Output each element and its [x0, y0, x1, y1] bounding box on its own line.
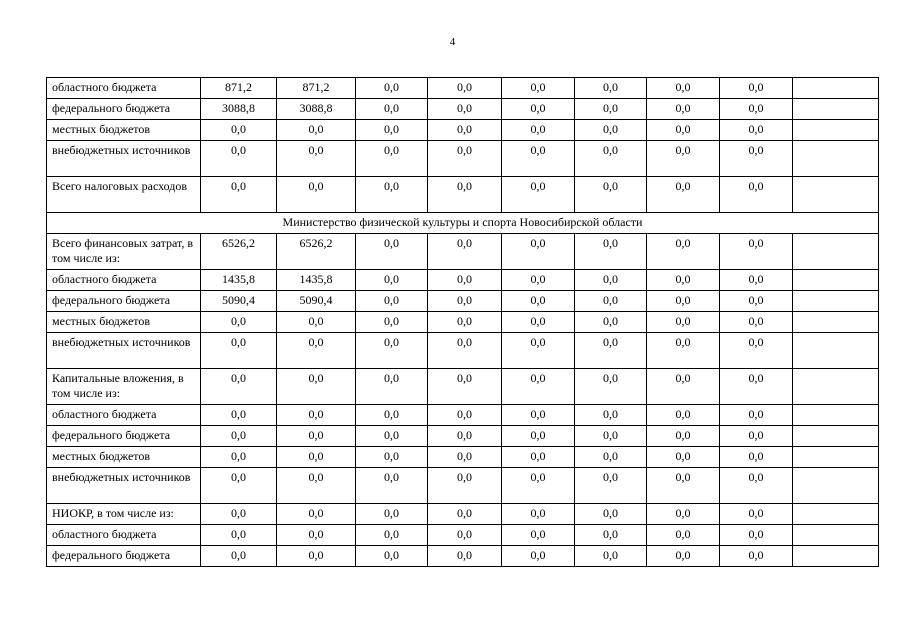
- value-cell: [793, 405, 879, 426]
- value-cell: [793, 234, 879, 270]
- value-cell: 0,0: [647, 468, 720, 504]
- value-cell: 0,0: [428, 546, 502, 567]
- row-label: областного бюджета: [47, 270, 201, 291]
- value-cell: 0,0: [428, 78, 502, 99]
- value-cell: [793, 369, 879, 405]
- value-cell: 0,0: [356, 546, 428, 567]
- value-cell: 0,0: [356, 270, 428, 291]
- value-cell: 0,0: [502, 405, 575, 426]
- value-cell: 0,0: [428, 468, 502, 504]
- value-cell: [793, 177, 879, 213]
- value-cell: [793, 270, 879, 291]
- row-label: Капитальные вложения, в том числе из:: [47, 369, 201, 405]
- value-cell: [793, 426, 879, 447]
- value-cell: 0,0: [428, 177, 502, 213]
- value-cell: 0,0: [277, 177, 356, 213]
- value-cell: 1435,8: [201, 270, 277, 291]
- value-cell: 0,0: [356, 333, 428, 369]
- row-label: Всего налоговых расходов: [47, 177, 201, 213]
- budget-table: [46, 77, 879, 567]
- value-cell: 0,0: [277, 405, 356, 426]
- value-cell: [793, 99, 879, 120]
- table-row: [47, 333, 879, 369]
- value-cell: 0,0: [647, 405, 720, 426]
- value-cell: 0,0: [647, 546, 720, 567]
- value-cell: 0,0: [575, 177, 647, 213]
- row-label: областного бюджета: [47, 405, 201, 426]
- value-cell: 0,0: [356, 291, 428, 312]
- table-row: [47, 546, 879, 567]
- value-cell: [793, 504, 879, 525]
- value-cell: 0,0: [720, 312, 793, 333]
- value-cell: 5090,4: [201, 291, 277, 312]
- value-cell: 0,0: [720, 141, 793, 177]
- table-row: [47, 234, 879, 270]
- value-cell: 0,0: [428, 120, 502, 141]
- value-cell: 0,0: [502, 468, 575, 504]
- row-label: областного бюджета: [47, 78, 201, 99]
- value-cell: 0,0: [720, 369, 793, 405]
- row-label: федерального бюджета: [47, 99, 201, 120]
- table-row: [47, 99, 879, 120]
- value-cell: 0,0: [356, 78, 428, 99]
- value-cell: 0,0: [428, 270, 502, 291]
- value-cell: 0,0: [356, 312, 428, 333]
- row-label: Всего финансовых затрат, в том числе из:: [47, 234, 201, 270]
- row-label: федерального бюджета: [47, 546, 201, 567]
- value-cell: 0,0: [502, 270, 575, 291]
- value-cell: 0,0: [575, 525, 647, 546]
- value-cell: 0,0: [647, 504, 720, 525]
- value-cell: 0,0: [356, 405, 428, 426]
- value-cell: 1435,8: [277, 270, 356, 291]
- table-row: [47, 120, 879, 141]
- value-cell: 0,0: [201, 369, 277, 405]
- value-cell: 0,0: [575, 426, 647, 447]
- value-cell: 0,0: [428, 99, 502, 120]
- page-number: 4: [449, 36, 456, 48]
- value-cell: 0,0: [720, 177, 793, 213]
- row-label: внебюджетных источников: [47, 333, 201, 369]
- value-cell: 0,0: [502, 99, 575, 120]
- section-row: [47, 213, 879, 234]
- table-row: [47, 447, 879, 468]
- row-label: местных бюджетов: [47, 120, 201, 141]
- value-cell: 0,0: [575, 546, 647, 567]
- value-cell: 0,0: [720, 78, 793, 99]
- value-cell: 0,0: [647, 270, 720, 291]
- value-cell: [793, 333, 879, 369]
- value-cell: 0,0: [720, 120, 793, 141]
- value-cell: [793, 468, 879, 504]
- value-cell: 3088,8: [277, 99, 356, 120]
- value-cell: 0,0: [201, 333, 277, 369]
- value-cell: 0,0: [428, 405, 502, 426]
- value-cell: 0,0: [277, 468, 356, 504]
- value-cell: 0,0: [647, 447, 720, 468]
- value-cell: 0,0: [502, 369, 575, 405]
- value-cell: 0,0: [356, 504, 428, 525]
- value-cell: 0,0: [502, 312, 575, 333]
- value-cell: 0,0: [647, 291, 720, 312]
- table-row: [47, 426, 879, 447]
- value-cell: 0,0: [502, 141, 575, 177]
- value-cell: 0,0: [201, 141, 277, 177]
- table-row: [47, 504, 879, 525]
- value-cell: 0,0: [575, 504, 647, 525]
- value-cell: 0,0: [720, 333, 793, 369]
- value-cell: 0,0: [502, 447, 575, 468]
- value-cell: 0,0: [502, 78, 575, 99]
- value-cell: 0,0: [428, 447, 502, 468]
- value-cell: 0,0: [647, 333, 720, 369]
- value-cell: 0,0: [201, 177, 277, 213]
- table-row: [47, 78, 879, 99]
- value-cell: 0,0: [356, 120, 428, 141]
- value-cell: 0,0: [575, 78, 647, 99]
- table-row: [47, 291, 879, 312]
- value-cell: 0,0: [277, 120, 356, 141]
- value-cell: 0,0: [720, 504, 793, 525]
- value-cell: 0,0: [277, 312, 356, 333]
- value-cell: 0,0: [502, 546, 575, 567]
- value-cell: 0,0: [356, 369, 428, 405]
- value-cell: 0,0: [356, 177, 428, 213]
- value-cell: 0,0: [277, 369, 356, 405]
- value-cell: 0,0: [277, 525, 356, 546]
- value-cell: 0,0: [647, 99, 720, 120]
- value-cell: 0,0: [502, 426, 575, 447]
- value-cell: 0,0: [428, 234, 502, 270]
- row-label: местных бюджетов: [47, 312, 201, 333]
- value-cell: 0,0: [647, 369, 720, 405]
- value-cell: 0,0: [356, 525, 428, 546]
- value-cell: 0,0: [428, 504, 502, 525]
- value-cell: 0,0: [356, 468, 428, 504]
- table-row: [47, 141, 879, 177]
- value-cell: 0,0: [502, 234, 575, 270]
- value-cell: 871,2: [201, 78, 277, 99]
- value-cell: 0,0: [720, 270, 793, 291]
- value-cell: 0,0: [277, 141, 356, 177]
- value-cell: 0,0: [428, 525, 502, 546]
- value-cell: 0,0: [356, 234, 428, 270]
- value-cell: 0,0: [201, 405, 277, 426]
- value-cell: 0,0: [647, 426, 720, 447]
- value-cell: [793, 447, 879, 468]
- value-cell: 0,0: [720, 405, 793, 426]
- value-cell: 0,0: [428, 291, 502, 312]
- value-cell: 3088,8: [201, 99, 277, 120]
- row-label: внебюджетных источников: [47, 141, 201, 177]
- value-cell: 0,0: [502, 333, 575, 369]
- value-cell: [793, 312, 879, 333]
- value-cell: 0,0: [277, 546, 356, 567]
- value-cell: 0,0: [277, 333, 356, 369]
- value-cell: 0,0: [720, 468, 793, 504]
- value-cell: 0,0: [201, 504, 277, 525]
- value-cell: 0,0: [428, 141, 502, 177]
- table-row: [47, 177, 879, 213]
- table-row: [47, 369, 879, 405]
- table-row: [47, 468, 879, 504]
- value-cell: 0,0: [720, 99, 793, 120]
- value-cell: 0,0: [575, 120, 647, 141]
- value-cell: 0,0: [201, 312, 277, 333]
- value-cell: 0,0: [575, 405, 647, 426]
- value-cell: [793, 141, 879, 177]
- value-cell: 0,0: [647, 120, 720, 141]
- value-cell: [793, 78, 879, 99]
- value-cell: [793, 120, 879, 141]
- value-cell: 0,0: [647, 234, 720, 270]
- value-cell: 0,0: [277, 426, 356, 447]
- value-cell: 5090,4: [277, 291, 356, 312]
- value-cell: 0,0: [575, 270, 647, 291]
- row-label: внебюджетных источников: [47, 468, 201, 504]
- value-cell: 0,0: [575, 447, 647, 468]
- value-cell: 0,0: [575, 99, 647, 120]
- row-label: областного бюджета: [47, 525, 201, 546]
- value-cell: 0,0: [277, 447, 356, 468]
- table-row: [47, 270, 879, 291]
- value-cell: 0,0: [575, 234, 647, 270]
- value-cell: 0,0: [356, 141, 428, 177]
- value-cell: 0,0: [502, 525, 575, 546]
- value-cell: 0,0: [575, 333, 647, 369]
- value-cell: 0,0: [201, 468, 277, 504]
- value-cell: 0,0: [575, 369, 647, 405]
- table-body: [47, 78, 879, 567]
- value-cell: 0,0: [647, 525, 720, 546]
- value-cell: 0,0: [647, 141, 720, 177]
- table-row: [47, 312, 879, 333]
- value-cell: 0,0: [428, 426, 502, 447]
- value-cell: 871,2: [277, 78, 356, 99]
- value-cell: 0,0: [428, 312, 502, 333]
- value-cell: 0,0: [502, 120, 575, 141]
- value-cell: 6526,2: [201, 234, 277, 270]
- value-cell: 0,0: [720, 426, 793, 447]
- value-cell: 0,0: [428, 333, 502, 369]
- value-cell: [793, 546, 879, 567]
- value-cell: 0,0: [201, 546, 277, 567]
- value-cell: [793, 525, 879, 546]
- value-cell: 0,0: [502, 291, 575, 312]
- value-cell: 0,0: [575, 291, 647, 312]
- row-label: НИОКР, в том числе из:: [47, 504, 201, 525]
- value-cell: 0,0: [502, 504, 575, 525]
- value-cell: 0,0: [575, 468, 647, 504]
- value-cell: 0,0: [502, 177, 575, 213]
- value-cell: 0,0: [720, 291, 793, 312]
- value-cell: 0,0: [575, 312, 647, 333]
- row-label: федерального бюджета: [47, 426, 201, 447]
- value-cell: 0,0: [575, 141, 647, 177]
- row-label: федерального бюджета: [47, 291, 201, 312]
- value-cell: 0,0: [647, 177, 720, 213]
- value-cell: 0,0: [356, 447, 428, 468]
- value-cell: 0,0: [720, 525, 793, 546]
- value-cell: 0,0: [356, 99, 428, 120]
- value-cell: 0,0: [201, 120, 277, 141]
- value-cell: 0,0: [720, 234, 793, 270]
- section-title: Министерство физической культуры и спорта Новосибирской области: [47, 213, 879, 234]
- value-cell: 0,0: [277, 504, 356, 525]
- value-cell: 0,0: [720, 546, 793, 567]
- value-cell: 0,0: [720, 447, 793, 468]
- value-cell: 0,0: [356, 426, 428, 447]
- table-row: [47, 525, 879, 546]
- value-cell: [793, 291, 879, 312]
- table-row: [47, 405, 879, 426]
- value-cell: 6526,2: [277, 234, 356, 270]
- value-cell: 0,0: [201, 447, 277, 468]
- value-cell: 0,0: [428, 369, 502, 405]
- row-label: местных бюджетов: [47, 447, 201, 468]
- value-cell: 0,0: [647, 312, 720, 333]
- value-cell: 0,0: [647, 78, 720, 99]
- value-cell: 0,0: [201, 525, 277, 546]
- value-cell: 0,0: [201, 426, 277, 447]
